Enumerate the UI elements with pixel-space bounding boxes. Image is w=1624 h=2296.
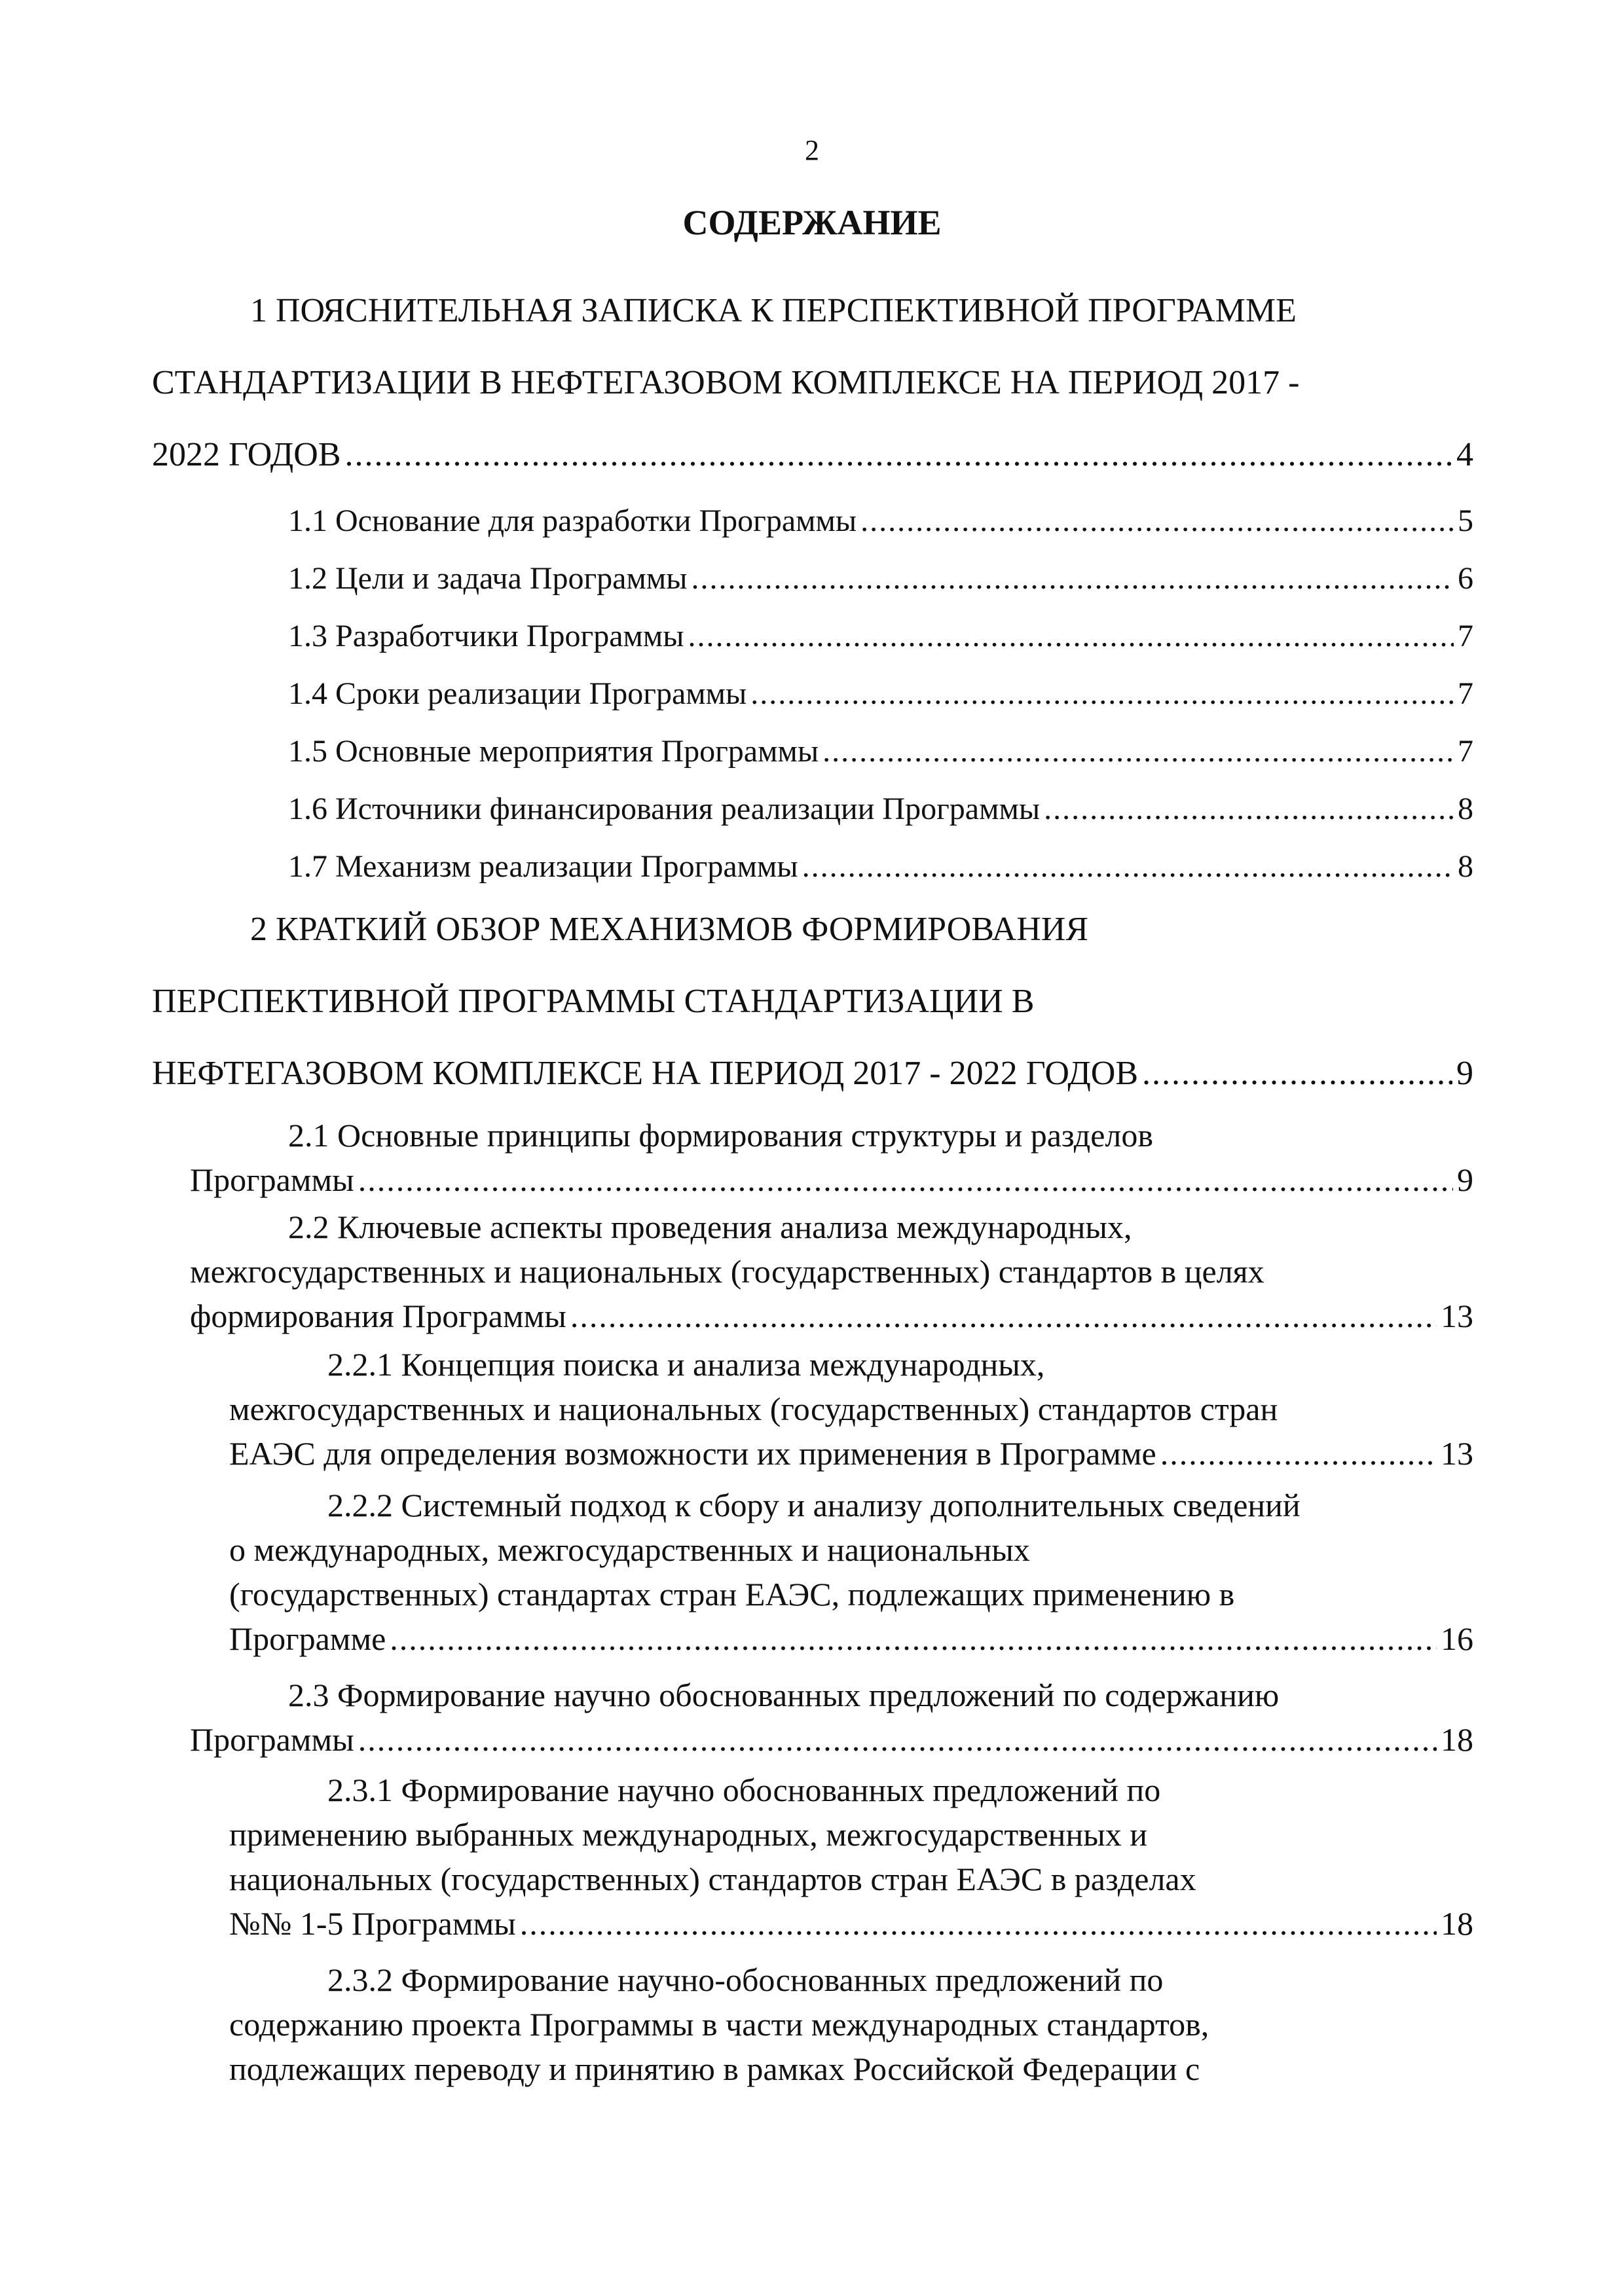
toc-entry-text: №№ 1-5 Программы xyxy=(229,1905,516,1942)
toc-entry-text: применению выбранных международных, межгосударственных и xyxy=(229,1816,1148,1853)
dot-leader xyxy=(570,1294,1437,1338)
dot-leader xyxy=(802,838,1454,896)
dot-leader xyxy=(1044,780,1454,838)
toc-entry-text: 1 ПОЯСНИТЕЛЬНАЯ ЗАПИСКА К ПЕРСПЕКТИВНОЙ ПРОГРАММЕ xyxy=(250,292,1297,329)
dot-leader xyxy=(691,550,1454,608)
toc-page-number: 7 xyxy=(1458,734,1473,769)
toc-page-number: 13 xyxy=(1441,1298,1473,1334)
toc-entry-text: 2.3.1 Формирование научно обоснованных предложений по xyxy=(327,1772,1161,1808)
dot-leader xyxy=(390,1616,1437,1661)
toc-entry-text: ЕАЭС для определения возможности их применения в Программе xyxy=(229,1435,1156,1472)
toc-page-number: 16 xyxy=(1441,1620,1473,1657)
toc-entry-text: национальных (государственных) стандартов стран ЕАЭС в разделах xyxy=(229,1861,1196,1897)
dot-leader xyxy=(860,492,1454,550)
toc-entry-text: 2022 ГОДОВ xyxy=(152,436,341,473)
toc-entry-text: формирования Программы xyxy=(190,1298,566,1334)
toc-entry-text: 1.4 Сроки реализации Программы xyxy=(288,676,747,711)
dot-leader xyxy=(344,419,1452,491)
toc-entry-text: 1.3 Разработчики Программы xyxy=(288,619,684,653)
page-title: СОДЕРЖАНИЕ xyxy=(682,203,942,242)
toc-entry-text: 1.6 Источники финансирования реализации Программы xyxy=(288,792,1041,826)
toc-page-number: 6 xyxy=(1458,561,1473,596)
toc-page-number: 9 xyxy=(1457,1161,1473,1198)
dot-leader xyxy=(1160,1431,1437,1476)
dot-leader xyxy=(520,1901,1437,1946)
toc-entry-text: ПЕРСПЕКТИВНОЙ ПРОГРАММЫ СТАНДАРТИЗАЦИИ В xyxy=(152,983,1035,1020)
dot-leader xyxy=(358,1717,1437,1762)
toc-entry-text: межгосударственных и национальных (государственных) стандартов в целях xyxy=(190,1253,1264,1290)
toc-entry-text: 1.1 Основание для разработки Программы xyxy=(288,503,857,538)
toc-page-number: 5 xyxy=(1458,503,1473,538)
toc-entry-text: 1.5 Основные мероприятия Программы xyxy=(288,734,819,769)
toc-page-number: 4 xyxy=(1456,436,1473,473)
toc-entry-text: 2.2 Ключевые аспекты проведения анализа международных, xyxy=(288,1209,1132,1245)
toc-page-number: 7 xyxy=(1458,676,1473,711)
toc-entry-text: (государственных) стандартах стран ЕАЭС, подлежащих применению в xyxy=(229,1576,1235,1613)
toc-page-number: 9 xyxy=(1456,1055,1473,1092)
toc-entry-text: 1.7 Механизм реализации Программы xyxy=(288,849,798,884)
toc-entry-text: 2.2.1 Концепция поиска и анализа международных, xyxy=(327,1346,1045,1383)
toc-entry-text: о международных, межгосударственных и национальных xyxy=(229,1531,1030,1568)
toc-entry-text: 2 КРАТКИЙ ОБЗОР МЕХАНИЗМОВ ФОРМИРОВАНИЯ xyxy=(250,911,1088,948)
toc-page-number: 18 xyxy=(1441,1905,1473,1942)
toc-entry-text: 1.2 Цели и задача Программы xyxy=(288,561,688,596)
toc-entry-text: Программы xyxy=(190,1161,354,1198)
toc-entry-text: Программы xyxy=(190,1721,354,1758)
toc-entry-text: содержанию проекта Программы в части международных стандартов, xyxy=(229,2006,1209,2043)
dot-leader xyxy=(750,665,1454,723)
toc-page-number: 8 xyxy=(1458,849,1473,884)
toc-entry-text: 2.1 Основные принципы формирования структуры и разделов xyxy=(288,1117,1153,1154)
toc-entry-text: межгосударственных и национальных (государственных) стандартов стран xyxy=(229,1391,1278,1427)
page-number: 2 xyxy=(805,134,819,166)
toc-page-number: 7 xyxy=(1458,619,1473,653)
toc-entry-text: 2.2.2 Системный подход к сбору и анализу дополнительных сведений xyxy=(327,1487,1301,1523)
toc-entry-text: Программе xyxy=(229,1620,386,1657)
toc-entry-text: НЕФТЕГАЗОВОМ КОМПЛЕКСЕ НА ПЕРИОД 2017 - 2022 ГОДОВ xyxy=(152,1055,1139,1092)
toc-page-number: 13 xyxy=(1441,1435,1473,1472)
dot-leader xyxy=(358,1157,1453,1202)
dot-leader xyxy=(822,723,1454,780)
dot-leader xyxy=(688,608,1454,665)
toc-entry-text: 2.3.2 Формирование научно-обоснованных предложений по xyxy=(327,1961,1164,1998)
toc-entry-text: 2.3 Формирование научно обоснованных предложений по содержанию xyxy=(288,1677,1280,1713)
dot-leader xyxy=(1142,1038,1452,1110)
toc-page-number: 8 xyxy=(1458,792,1473,826)
toc-entry-text: подлежащих переводу и принятию в рамках Российской Федерации с xyxy=(229,2050,1200,2087)
toc-entry-text: СТАНДАРТИЗАЦИИ В НЕФТЕГАЗОВОМ КОМПЛЕКСЕ НА ПЕРИОД 2017 - xyxy=(152,364,1300,401)
toc-page-number: 18 xyxy=(1441,1721,1473,1758)
